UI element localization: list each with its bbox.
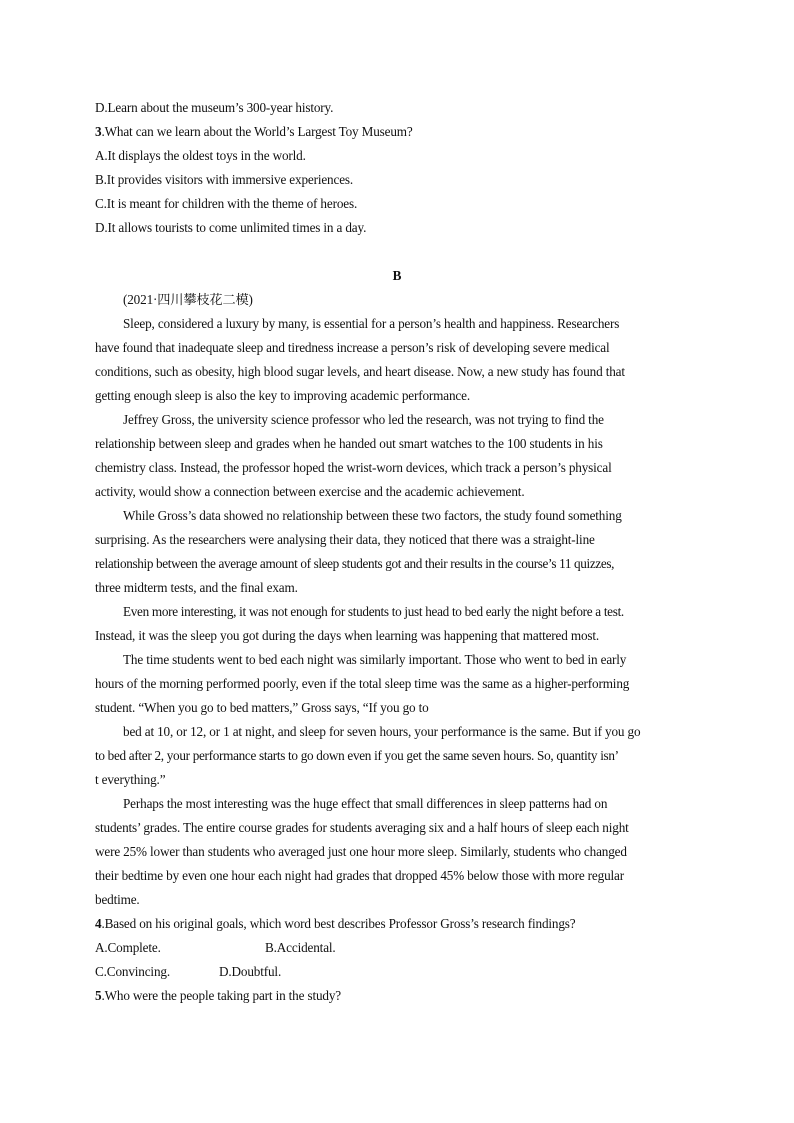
passage-line: were 25% lower than students who averaged just one hour more sleep. Similarly, students who changed (95, 844, 627, 859)
q4-option-c: C.Convincing. (95, 964, 170, 979)
passage-line: relationship between sleep and grades when he handed out smart watches to the 100 students in his (95, 436, 603, 451)
question-4 (95, 912, 576, 936)
passage-line: to bed after 2, your performance starts to go down even if you get the same seven hours. So, quantity isn’ (95, 748, 619, 763)
q2-option-d: D.Learn about the museum’s 300-year history. (95, 100, 334, 115)
passage-line: The time students went to bed each night was similarly important. Those who went to bed in early (123, 652, 627, 667)
passage-line: students’ grades. The entire course grades for students averaging six and a half hours of sleep each night (95, 820, 629, 835)
question-number: 3 (95, 124, 102, 139)
question-stem: .Who were the people taking part in the study? (101, 988, 342, 1003)
passage-line: chemistry class. Instead, the professor hoped the wrist-worn devices, which track a person’s physical (95, 460, 612, 475)
q3-option-c: C.It is meant for children with the theme of heroes. (95, 196, 358, 211)
passage-line: Perhaps the most interesting was the huge effect that small differences in sleep patterns had on (123, 796, 608, 811)
passage-line: surprising. As the researchers were analysing their data, they noticed that there was a straight-line (95, 532, 595, 547)
passage-line: Jeffrey Gross, the university science professor who led the research, was not trying to find the (123, 412, 604, 427)
q4-options-row-2 (95, 960, 281, 984)
passage-line: getting enough sleep is also the key to improving academic performance. (95, 388, 470, 403)
passage-line: student. “When you go to bed matters,” Gross says, “If you go to (95, 700, 429, 715)
passage-line: their bedtime by even one hour each night had grades that dropped 45% below those with more regular (95, 868, 624, 883)
question-stem: .What can we learn about the World’s Largest Toy Museum? (101, 124, 413, 139)
question-stem: .Based on his original goals, which word best describes Professor Gross’s research findings? (101, 916, 576, 931)
q3-option-a: A.It displays the oldest toys in the world. (95, 148, 306, 163)
passage-line: have found that inadequate sleep and tiredness increase a person’s risk of developing severe medical (95, 340, 610, 355)
passage-line: hours of the morning performed poorly, even if the total sleep time was the same as a higher-performing (95, 676, 630, 691)
q4-option-d: D.Doubtful. (219, 964, 282, 979)
passage-line: Sleep, considered a luxury by many, is essential for a person’s health and happiness. Researchers (123, 316, 620, 331)
passage-line: t everything.” (95, 772, 166, 787)
q3-option-b: B.It provides visitors with immersive experiences. (95, 172, 354, 187)
q4-option-a: A.Complete. (95, 940, 161, 955)
passage-line: While Gross’s data showed no relationship between these two factors, the study found something (123, 508, 622, 523)
source-note: (2021·四川攀枝花二模) (123, 292, 253, 307)
q3-option-d: D.It allows tourists to come unlimited times in a day. (95, 220, 367, 235)
passage-line: conditions, such as obesity, high blood sugar levels, and heart disease. Now, a new study has found that (95, 364, 625, 379)
passage-line: three midterm tests, and the final exam. (95, 580, 298, 595)
passage-line: relationship between the average amount of sleep students got and their results in the course’s 11 quizzes, (95, 556, 615, 571)
q4-options-row-1 (95, 936, 336, 960)
passage-line: bedtime. (95, 892, 140, 907)
passage-line: activity, would show a connection between exercise and the academic achievement. (95, 484, 525, 499)
passage-line: Instead, it was the sleep you got during the days when learning was happening that mattered most. (95, 628, 600, 643)
question-number: 5 (95, 988, 102, 1003)
question-5 (95, 984, 341, 1008)
q4-option-b: B.Accidental. (265, 940, 336, 955)
section-heading-b: B (392, 268, 402, 283)
question-3 (95, 120, 413, 144)
passage-line: bed at 10, or 12, or 1 at night, and sleep for seven hours, your performance is the same. But if you go (123, 724, 641, 739)
question-number: 4 (95, 916, 102, 931)
passage-line: Even more interesting, it was not enough for students to just head to bed early the night before a test. (123, 604, 624, 619)
